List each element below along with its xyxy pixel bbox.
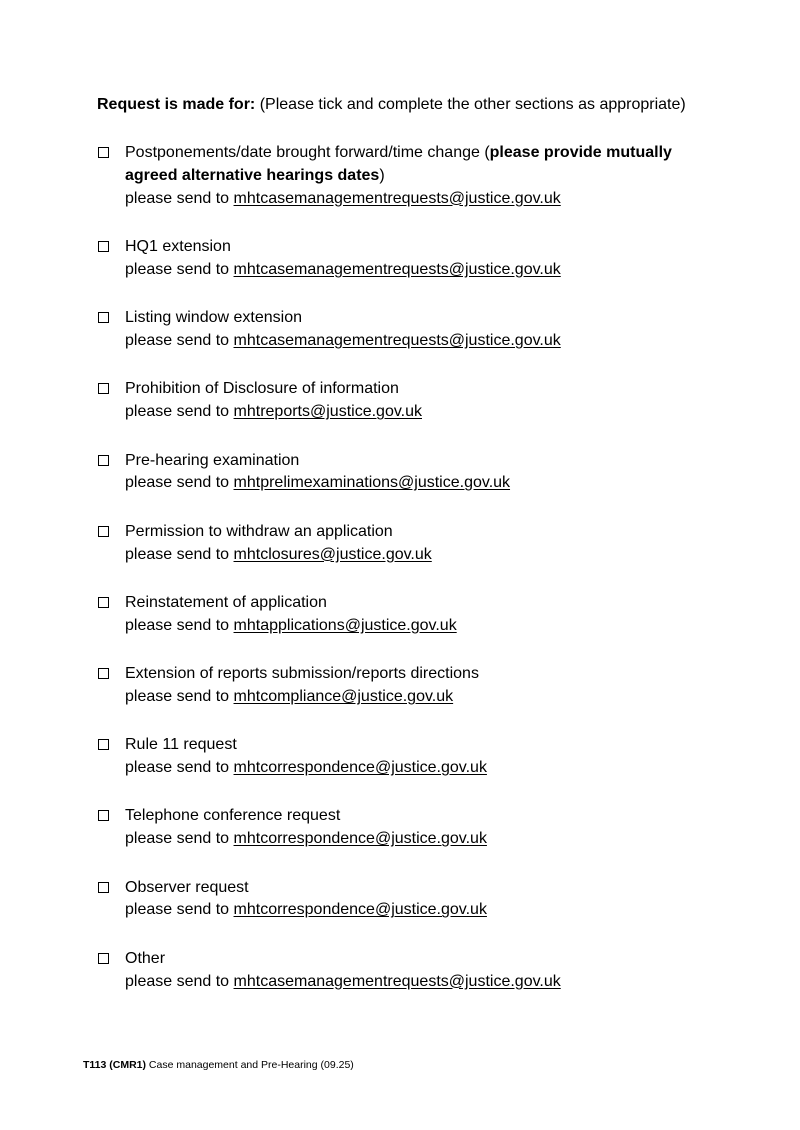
checkbox[interactable] [98,739,109,750]
send-to-line: please send to mhtcasemanagementrequests@justice.gov.uk [125,331,561,349]
checkbox[interactable] [98,455,109,466]
email-link[interactable]: mhtcasemanagementrequests@justice.gov.uk [233,189,561,207]
email-link[interactable]: mhtprelimexaminations@justice.gov.uk [233,474,511,492]
send-to-line: please send to mhtcorrespondence@justice.gov.uk [125,901,487,919]
checkbox[interactable] [98,383,109,394]
option-title: Telephone conference request [125,807,341,825]
send-to-line: please send to mhtcorrespondence@justice.gov.uk [125,759,487,777]
request-option-rule-11 [97,734,717,780]
send-to-line: please send to mhtcorrespondence@justice.gov.uk [125,830,487,848]
email-link[interactable]: mhtcasemanagementrequests@justice.gov.uk [233,972,561,990]
request-option-pre-hearing-examination [97,450,717,496]
send-to-line: please send to mhtcompliance@justice.gov.uk [125,687,454,705]
request-option-listing-window-extension [97,307,717,353]
option-title: Prohibition of Disclosure of information [125,380,399,398]
send-to-line: please send to mhtcasemanagementrequests@justice.gov.uk [125,189,561,207]
email-link[interactable]: mhtreports@justice.gov.uk [233,403,422,421]
send-to-line: please send to mhtreports@justice.gov.uk [125,403,422,421]
form-title: Case management and Pre-Hearing (09.25) [146,1059,354,1071]
checkbox[interactable] [98,953,109,964]
email-link[interactable]: mhtapplications@justice.gov.uk [233,616,457,634]
send-to-line: please send to mhtprelimexaminations@justice.gov.uk [125,474,511,492]
request-option-reinstatement [97,592,717,638]
email-link[interactable]: mhtcorrespondence@justice.gov.uk [233,830,487,848]
request-option-withdraw-application [97,521,717,567]
option-title: Other [125,949,166,967]
send-to-line: please send to mhtcasemanagementrequests@justice.gov.uk [125,972,561,990]
option-title: Extension of reports submission/reports directions [125,665,479,683]
request-intro [97,95,686,115]
send-to-line: please send to mhtcasemanagementrequests@justice.gov.uk [125,260,561,278]
option-title: Reinstatement of application [125,593,327,611]
email-link[interactable]: mhtcasemanagementrequests@justice.gov.uk [233,331,561,349]
email-link[interactable]: mhtcorrespondence@justice.gov.uk [233,759,487,777]
option-title: Permission to withdraw an application [125,522,393,540]
request-option-observer [97,877,717,923]
option-title: Observer request [125,878,249,896]
form-footer [83,1059,354,1072]
option-title: Pre-hearing examination [125,451,300,469]
checkbox[interactable] [98,882,109,893]
send-to-line: please send to mhtclosures@justice.gov.uk [125,545,432,563]
option-title: Rule 11 request [125,736,237,754]
send-to-line: please send to mhtapplications@justice.gov.uk [125,616,457,634]
request-option-other [97,948,717,994]
option-title: Listing window extension [125,309,302,327]
email-link[interactable]: mhtcorrespondence@justice.gov.uk [233,901,487,919]
form-code: T113 (CMR1) [83,1059,147,1071]
request-option-reports-extension [97,663,717,709]
checkbox[interactable] [98,810,109,821]
checkbox[interactable] [98,526,109,537]
email-link[interactable]: mhtcasemanagementrequests@justice.gov.uk [233,260,561,278]
checkbox[interactable] [98,147,109,158]
request-options-list [97,142,717,993]
option-title-emphasis: please provide mutually agreed alternative hearings dates [125,144,672,184]
request-intro-label: Request is made for: [97,96,256,113]
checkbox[interactable] [98,668,109,679]
checkbox[interactable] [98,597,109,608]
request-intro-instruction: (Please tick and complete the other sections as appropriate) [255,96,686,113]
request-option-telephone-conference [97,805,717,851]
email-link[interactable]: mhtclosures@justice.gov.uk [233,545,432,563]
email-link[interactable]: mhtcompliance@justice.gov.uk [233,687,454,705]
option-title: Postponements/date brought forward/time change (please provide mutually agreed alternative hearings dates) [125,144,672,184]
checkbox[interactable] [98,312,109,323]
checkbox[interactable] [98,241,109,252]
request-option-prohibition-of-disclosure [97,378,717,424]
option-title: HQ1 extension [125,237,231,255]
request-option-hq1-extension [97,236,717,282]
request-option-postponement [97,142,717,210]
